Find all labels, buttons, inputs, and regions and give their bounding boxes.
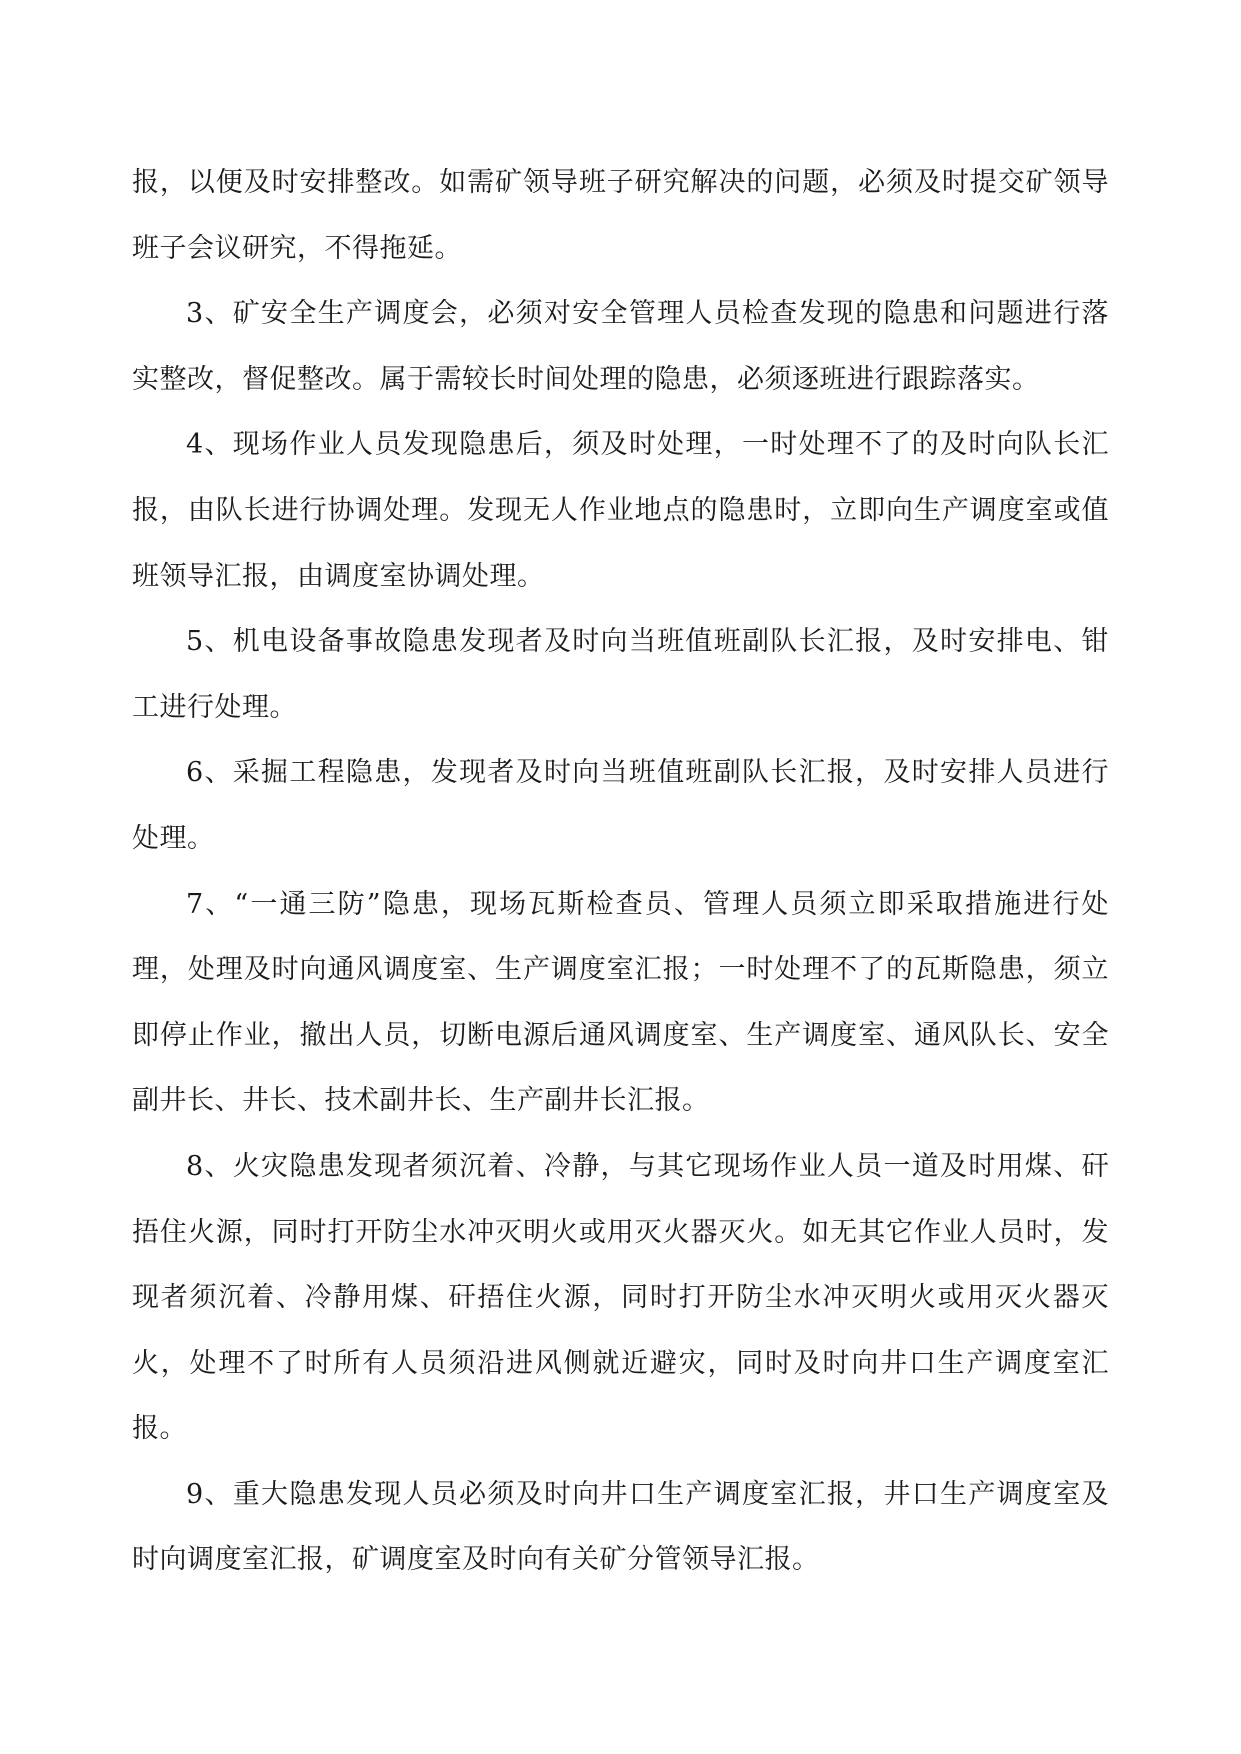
- paragraph-item-3: 3、矿安全生产调度会，必须对安全管理人员检查发现的隐患和问题进行落实整改，督促整改。属于需较长时间处理的隐患，必须逐班进行跟踪落实。: [132, 298, 1109, 395]
- paragraph-item-7: 7、“一通三防”隐患，现场瓦斯检查员、管理人员须立即采取措施进行处理，处理及时向通风调度室、生产调度室汇报；一时处理不了的瓦斯隐患，须立即停止作业，撤出人员，切断电源后通风调度室、生产调度室、通风队长、安全副井长、井长、技术副井长、生产副井长汇报。: [132, 888, 1109, 1117]
- paragraph-item-4: 4、现场作业人员发现隐患后，须及时处理，一时处理不了的及时向队长汇报，由队长进行协调处理。发现无人作业地点的隐患时，立即向生产调度室或值班领导汇报，由调度室协调处理。: [132, 429, 1109, 592]
- paragraph-item-9: 9、重大隐患发现人员必须及时向井口生产调度室汇报，井口生产调度室及时向调度室汇报，矿调度室及时向有关矿分管领导汇报。: [132, 1478, 1109, 1576]
- document-body: [132, 150, 1109, 1593]
- paragraph-item-8: 8、火灾隐患发现者须沉着、冷静，与其它现场作业人员一道及时用煤、矸捂住火源，同时打开防尘水冲灭明火或用灭火器灭火。如无其它作业人员时，发现者须沉着、冷静用煤、矸捂住火源，同时打开防尘水冲灭明火或用灭火器灭火，处理不了时所有人员须沿进风侧就近避灾，同时及时向井口生产调度室汇报。: [132, 1150, 1109, 1445]
- paragraph-continued: 报，以便及时安排整改。如需矿领导班子研究解决的问题，必须及时提交矿领导班子会议研究，不得拖延。: [132, 167, 1109, 264]
- paragraph-item-5: 5、机电设备事故隐患发现者及时向当班值班副队长汇报，及时安排电、钳工进行处理。: [132, 626, 1109, 723]
- paragraph-item-6: 6、采掘工程隐患，发现者及时向当班值班副队长汇报，及时安排人员进行处理。: [132, 757, 1109, 854]
